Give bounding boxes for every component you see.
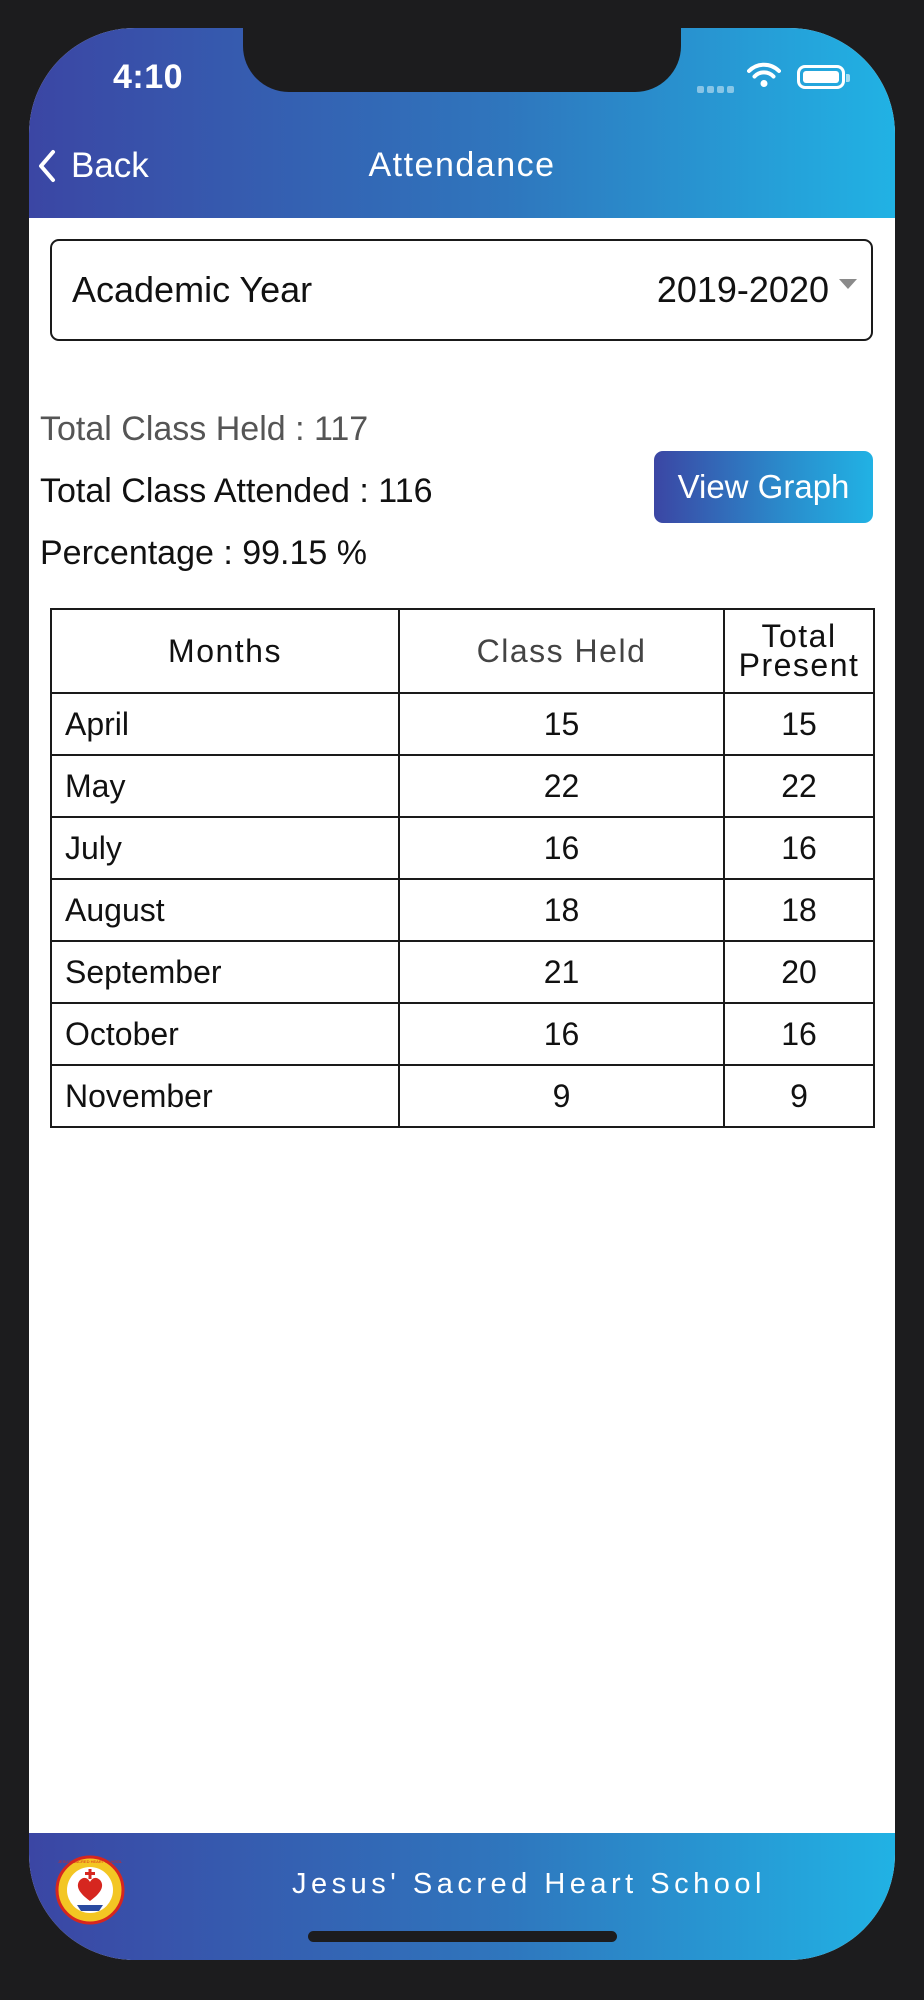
class-held-cell: 18 bbox=[399, 879, 724, 941]
class-held-cell: 22 bbox=[399, 755, 724, 817]
attendance-percentage: Percentage : 99.15 % bbox=[40, 534, 368, 572]
table-row bbox=[51, 941, 874, 1003]
footer-bar bbox=[29, 1833, 895, 1960]
total-class-held: Total Class Held : 117 bbox=[40, 410, 369, 448]
month-cell: May bbox=[51, 755, 399, 817]
cellular-signal-icon bbox=[697, 80, 737, 98]
table-row bbox=[51, 879, 874, 941]
page-title: Attendance bbox=[368, 146, 556, 184]
table-row bbox=[51, 1003, 874, 1065]
academic-year-dropdown[interactable] bbox=[50, 239, 873, 341]
total-present-cell: 9 bbox=[724, 1065, 874, 1127]
table-row bbox=[51, 755, 874, 817]
header-months: Months bbox=[51, 609, 399, 693]
dropdown-caret-icon bbox=[839, 279, 857, 289]
month-cell: September bbox=[51, 941, 399, 1003]
month-cell: November bbox=[51, 1065, 399, 1127]
attendance-table bbox=[50, 608, 875, 1128]
class-held-cell: 16 bbox=[399, 1003, 724, 1065]
class-held-cell: 16 bbox=[399, 817, 724, 879]
total-present-cell: 18 bbox=[724, 879, 874, 941]
academic-year-value: 2019-2020 bbox=[656, 269, 829, 310]
header-total-present: Total Present bbox=[724, 609, 874, 693]
total-present-cell: 15 bbox=[724, 693, 874, 755]
month-cell: April bbox=[51, 693, 399, 755]
device-notch bbox=[243, 28, 681, 92]
total-present-cell: 16 bbox=[724, 1003, 874, 1065]
class-held-cell: 21 bbox=[399, 941, 724, 1003]
school-logo bbox=[55, 1855, 125, 1925]
navigation-bar bbox=[29, 28, 895, 218]
status-time: 4:10 bbox=[113, 58, 184, 96]
table-header-row bbox=[51, 609, 874, 693]
class-held-cell: 9 bbox=[399, 1065, 724, 1127]
header-class-held: Class Held bbox=[399, 609, 724, 693]
home-indicator[interactable] bbox=[308, 1931, 617, 1942]
wifi-icon bbox=[747, 62, 781, 88]
svg-text:JESUS' SACRED HEART SCHOOL: JESUS' SACRED HEART SCHOOL bbox=[58, 1859, 122, 1864]
table-row bbox=[51, 693, 874, 755]
month-cell: August bbox=[51, 879, 399, 941]
academic-year-label: Academic Year bbox=[72, 269, 313, 310]
total-present-cell: 16 bbox=[724, 817, 874, 879]
back-label: Back bbox=[71, 146, 149, 185]
app-screen bbox=[29, 28, 895, 1960]
battery-icon bbox=[797, 65, 845, 89]
month-cell: July bbox=[51, 817, 399, 879]
school-name: Jesus' Sacred Heart School bbox=[292, 1868, 766, 1900]
class-held-cell: 15 bbox=[399, 693, 724, 755]
table-row bbox=[51, 1065, 874, 1127]
total-present-cell: 22 bbox=[724, 755, 874, 817]
total-present-cell: 20 bbox=[724, 941, 874, 1003]
view-graph-button[interactable]: View Graph bbox=[654, 451, 873, 523]
total-class-attended: Total Class Attended : 116 bbox=[40, 472, 433, 510]
month-cell: October bbox=[51, 1003, 399, 1065]
table-row bbox=[51, 817, 874, 879]
